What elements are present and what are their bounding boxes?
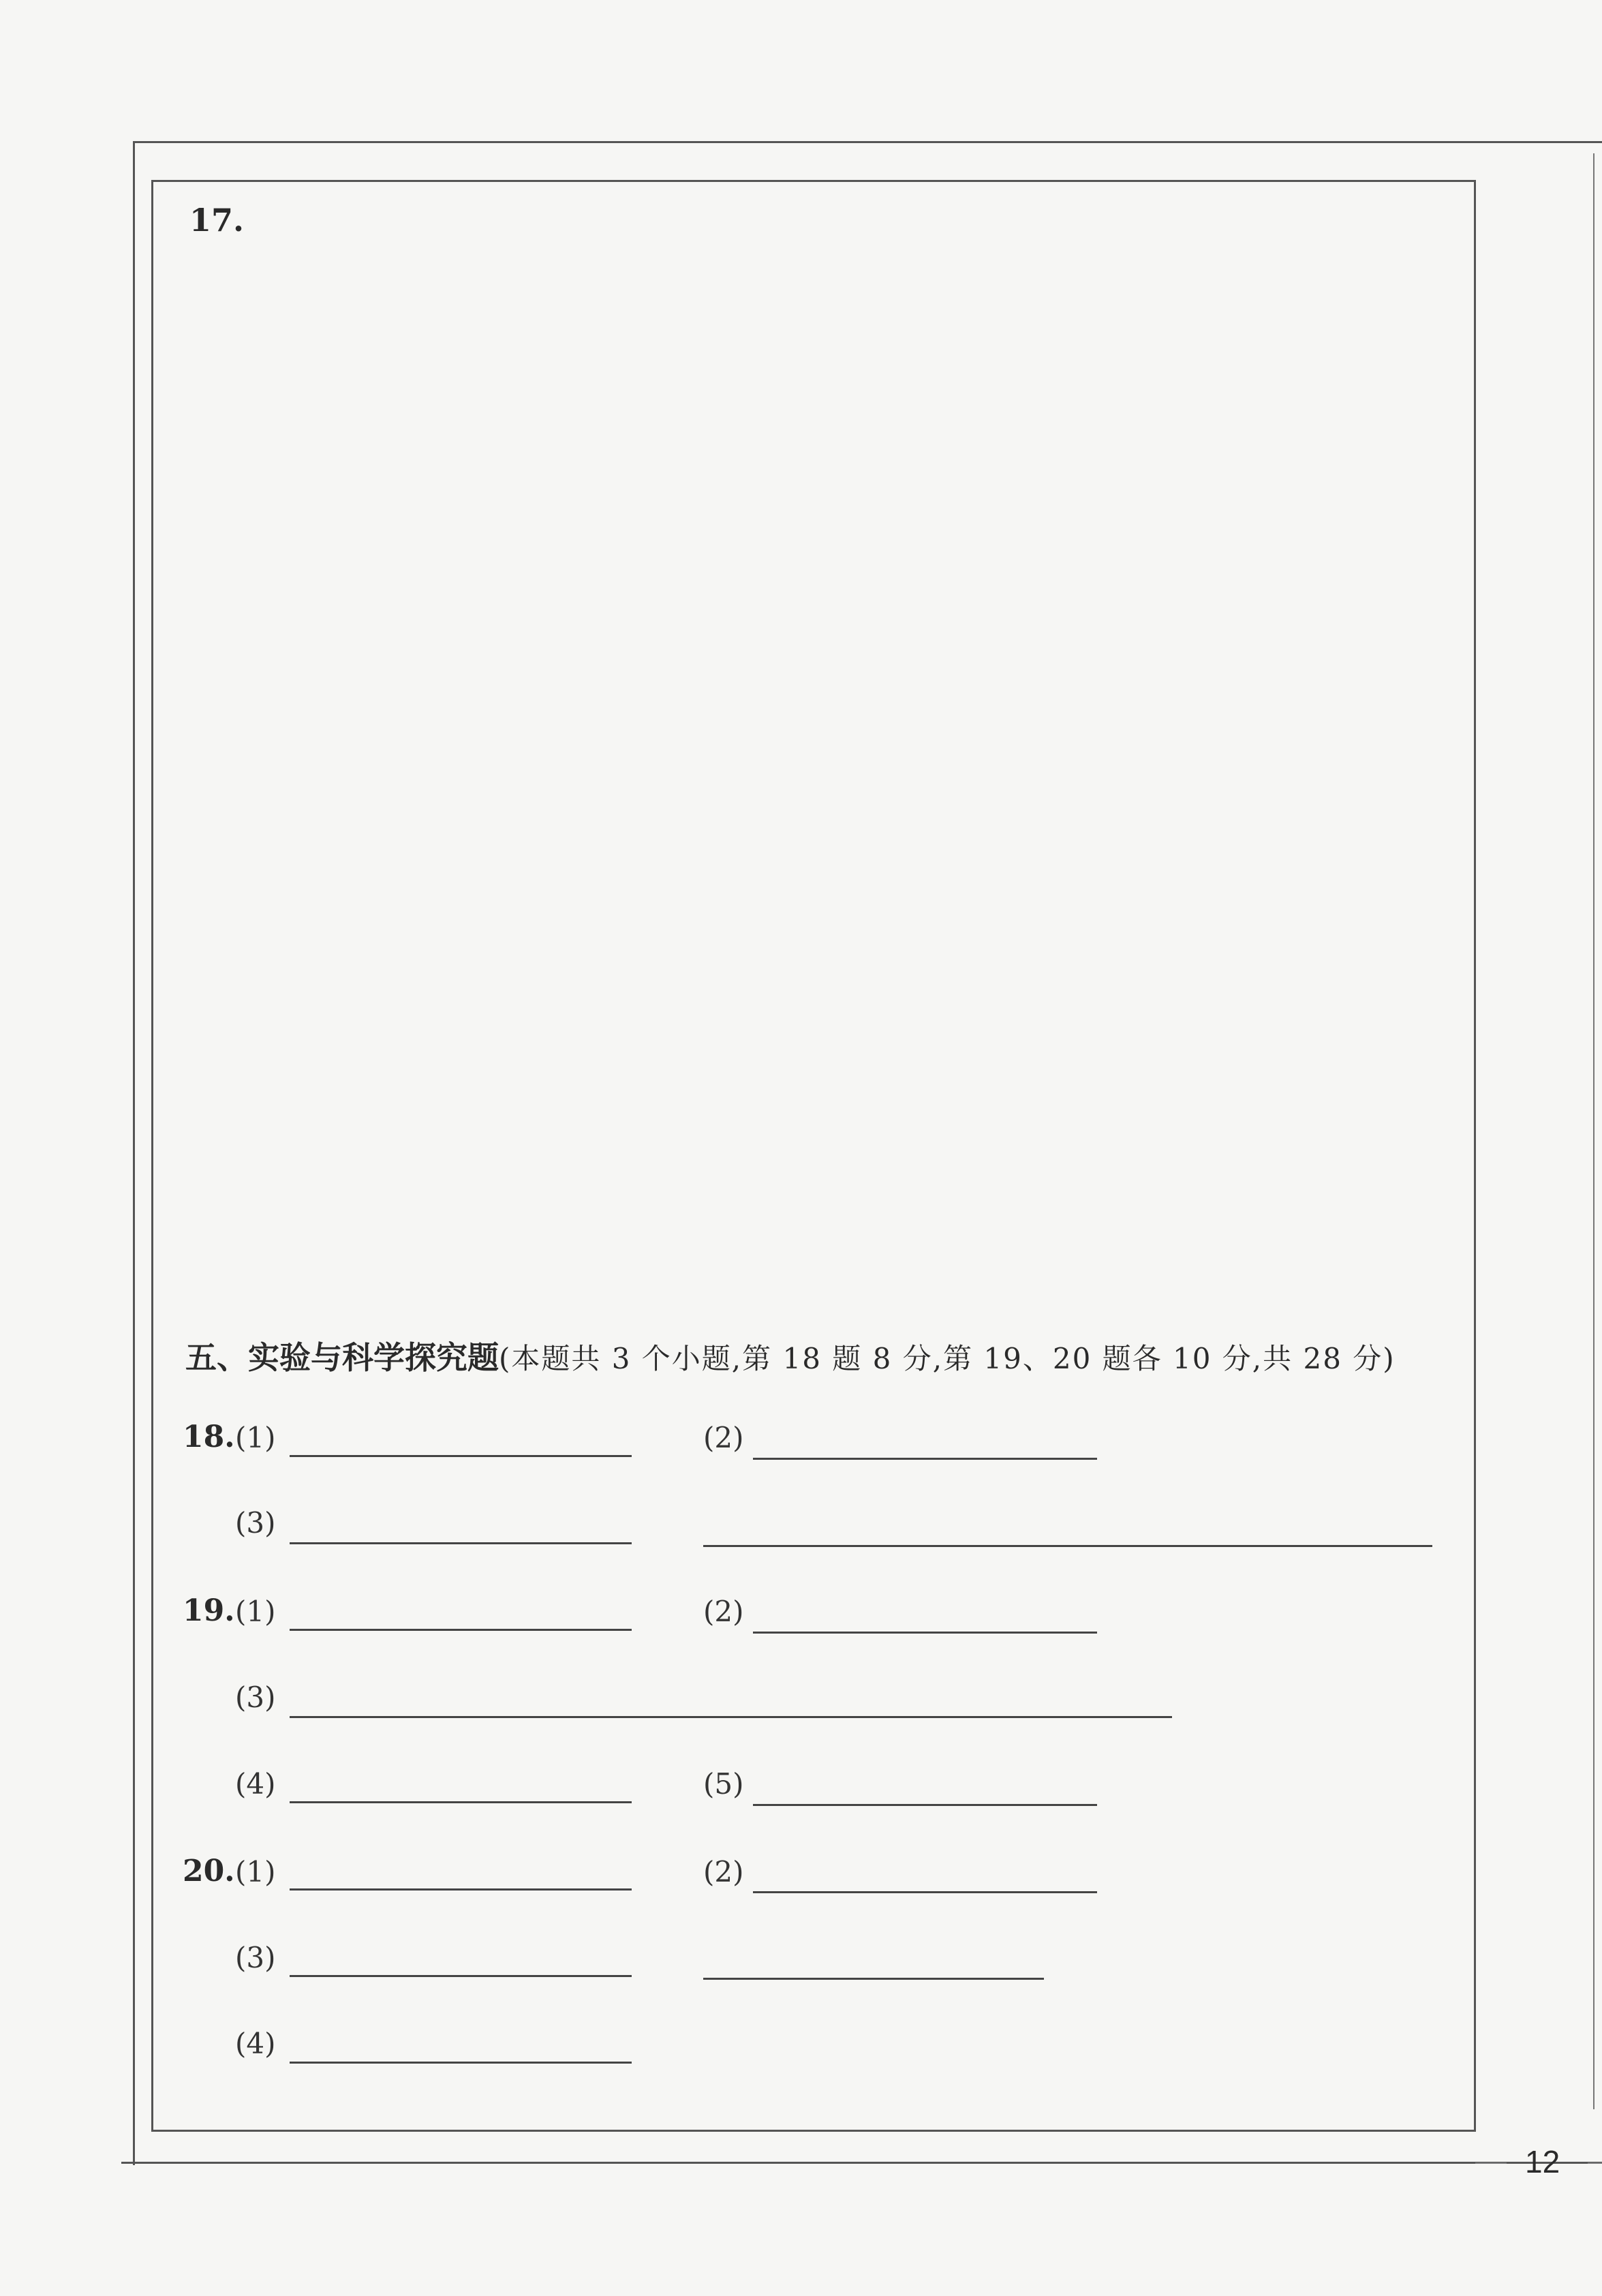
q18-part-3-label: (3) — [235, 1506, 276, 1540]
q18-part-2-blank[interactable] — [753, 1458, 1097, 1460]
q20-part-3-blank-b[interactable] — [703, 1978, 1044, 1980]
section-note: (本题共 3 个小题,第 18 题 8 分,第 19、20 题各 10 分,共 28 分) — [499, 1342, 1396, 1375]
question-19-number: 19. — [183, 1593, 235, 1628]
q20-part-3-blank-a[interactable] — [290, 1975, 632, 1977]
page-number-dash-left — [1475, 2162, 1507, 2164]
q19-part-1-blank[interactable] — [290, 1629, 632, 1631]
q18-part-3-blank-b[interactable] — [703, 1545, 1432, 1547]
page-number: 12 — [1525, 2144, 1560, 2179]
q18-part-1-label: (1) — [235, 1421, 276, 1454]
q20-part-1-blank[interactable] — [290, 1888, 632, 1891]
q19-part-2-label: (2) — [703, 1595, 744, 1628]
answer-box — [151, 180, 1476, 2132]
bottom-rule — [121, 2162, 1602, 2164]
q18-part-3-blank-a[interactable] — [290, 1542, 632, 1544]
q20-part-2-blank[interactable] — [753, 1891, 1097, 1893]
q19-part-5-label: (5) — [703, 1767, 744, 1801]
q19-part-1-label: (1) — [235, 1595, 276, 1628]
question-17-number: 17. — [189, 202, 245, 239]
q19-part-4-label: (4) — [235, 1767, 276, 1801]
q19-part-2-blank[interactable] — [753, 1632, 1097, 1634]
q19-part-3-label: (3) — [235, 1681, 276, 1714]
question-18-number: 18. — [183, 1420, 235, 1454]
q18-part-1-blank[interactable] — [290, 1455, 632, 1457]
q20-part-2-label: (2) — [703, 1855, 744, 1888]
q19-part-3-blank[interactable] — [290, 1716, 1172, 1718]
question-20-number: 20. — [183, 1854, 235, 1888]
adjacent-page-edge — [1593, 153, 1599, 2109]
section-title — [185, 1333, 1396, 1378]
section-heading: 五、实验与科学探究题 — [185, 1339, 499, 1376]
q20-part-4-label: (4) — [235, 2027, 276, 2060]
page-number-dash-right — [1588, 2162, 1602, 2164]
q19-part-4-blank[interactable] — [290, 1801, 632, 1803]
q20-part-1-label: (1) — [235, 1855, 276, 1888]
q19-part-5-blank[interactable] — [753, 1804, 1097, 1806]
q20-part-4-blank[interactable] — [290, 2062, 632, 2064]
q18-part-2-label: (2) — [703, 1421, 744, 1454]
q20-part-3-label: (3) — [235, 1941, 276, 1974]
